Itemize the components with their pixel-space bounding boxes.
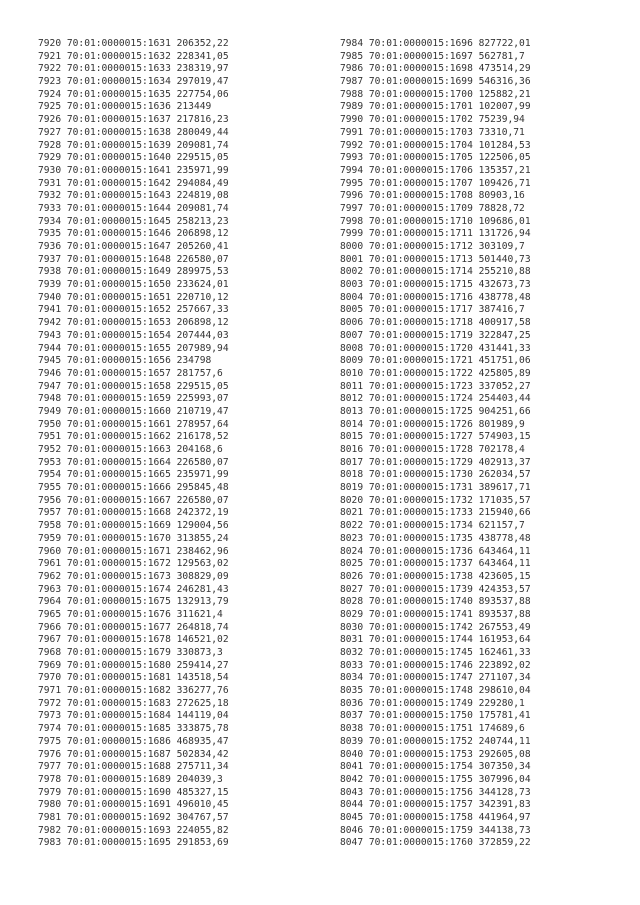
table-row: 8010 70:01:0000015:1722 425805,89: [340, 367, 531, 379]
table-row: 7967 70:01:0000015:1678 146521,02: [38, 634, 229, 646]
table-row: 7990 70:01:0000015:1702 75239,94: [340, 114, 525, 126]
table-row: 8037 70:01:0000015:1750 175781,41: [340, 710, 531, 722]
table-row: 8036 70:01:0000015:1749 229280,1: [340, 697, 525, 709]
table-row: 7946 70:01:0000015:1657 281757,6: [38, 367, 223, 379]
table-row: 7926 70:01:0000015:1637 217816,23: [38, 114, 229, 126]
table-row: 7995 70:01:0000015:1707 109426,71: [340, 177, 531, 189]
table-row: 8017 70:01:0000015:1729 402913,37: [340, 456, 531, 468]
table-row: 7950 70:01:0000015:1661 278957,64: [38, 418, 229, 430]
table-row: 8019 70:01:0000015:1731 389617,71: [340, 482, 531, 494]
table-row: 7951 70:01:0000015:1662 216178,52: [38, 431, 229, 443]
table-row: 7971 70:01:0000015:1682 336277,76: [38, 685, 229, 697]
table-row: 7989 70:01:0000015:1701 102007,99: [340, 101, 531, 113]
table-row: 7981 70:01:0000015:1692 304767,57: [38, 811, 229, 823]
table-row: 7969 70:01:0000015:1680 259414,27: [38, 659, 229, 671]
table-row: 8033 70:01:0000015:1746 223892,02: [340, 659, 531, 671]
table-row: 7985 70:01:0000015:1697 562781,7: [340, 50, 525, 62]
table-row: 7976 70:01:0000015:1687 502834,42: [38, 748, 229, 760]
table-row: 7986 70:01:0000015:1698 473514,29: [340, 63, 531, 75]
table-row: 7925 70:01:0000015:1636 213449: [38, 101, 212, 113]
left-column: [38, 38, 229, 850]
table-row: 8005 70:01:0000015:1717 387416,7: [340, 304, 525, 316]
table-row: 7920 70:01:0000015:1631 206352,22: [38, 38, 229, 49]
table-row: 7999 70:01:0000015:1711 131726,94: [340, 228, 531, 240]
table-row: 7996 70:01:0000015:1708 80903,16: [340, 190, 525, 202]
table-row: 7935 70:01:0000015:1646 206898,12: [38, 228, 229, 240]
table-row: 8027 70:01:0000015:1739 424353,57: [340, 583, 531, 595]
table-row: 7927 70:01:0000015:1638 280049,44: [38, 126, 229, 138]
table-row: 7923 70:01:0000015:1634 297019,47: [38, 76, 229, 88]
table-row: 8030 70:01:0000015:1742 267553,49: [340, 621, 531, 633]
table-row: 8035 70:01:0000015:1748 298610,04: [340, 685, 531, 697]
table-row: 7959 70:01:0000015:1670 313855,24: [38, 532, 229, 544]
table-row: 8047 70:01:0000015:1760 372859,22: [340, 837, 531, 849]
table-row: 7930 70:01:0000015:1641 235971,99: [38, 164, 229, 176]
table-row: 7944 70:01:0000015:1655 207989,94: [38, 342, 229, 354]
table-row: 7963 70:01:0000015:1674 246281,43: [38, 583, 229, 595]
table-row: 7958 70:01:0000015:1669 129004,56: [38, 520, 229, 532]
table-row: 7939 70:01:0000015:1650 233624,01: [38, 279, 229, 291]
table-row: 8011 70:01:0000015:1723 337052,27: [340, 380, 531, 392]
table-row: 7960 70:01:0000015:1671 238462,96: [38, 545, 229, 557]
table-row: 7931 70:01:0000015:1642 294084,49: [38, 177, 229, 189]
table-row: 7953 70:01:0000015:1664 226580,07: [38, 456, 229, 468]
table-row: 7965 70:01:0000015:1676 311621,4: [38, 608, 223, 620]
table-row: 7970 70:01:0000015:1681 143518,54: [38, 672, 229, 684]
table-row: 7943 70:01:0000015:1654 207444,03: [38, 329, 229, 341]
table-row: 7949 70:01:0000015:1660 210719,47: [38, 405, 229, 417]
table-row: 7929 70:01:0000015:1640 229515,05: [38, 152, 229, 164]
table-row: 7977 70:01:0000015:1688 275711,34: [38, 761, 229, 773]
table-row: 7921 70:01:0000015:1632 228341,05: [38, 50, 229, 62]
table-row: 8043 70:01:0000015:1756 344128,73: [340, 786, 531, 798]
table-row: 8021 70:01:0000015:1733 215940,66: [340, 507, 531, 519]
table-row: 8001 70:01:0000015:1713 501440,73: [340, 253, 531, 265]
table-row: 8007 70:01:0000015:1719 322847,25: [340, 329, 531, 341]
table-row: 7941 70:01:0000015:1652 257667,33: [38, 304, 229, 316]
table-row: 7933 70:01:0000015:1644 209081,74: [38, 202, 229, 214]
table-row: 7961 70:01:0000015:1672 129563,02: [38, 558, 229, 570]
table-row: 8026 70:01:0000015:1738 423605,15: [340, 570, 531, 582]
table-row: 7945 70:01:0000015:1656 234798: [38, 355, 212, 367]
table-row: 8016 70:01:0000015:1728 702178,4: [340, 444, 525, 455]
table-row: 7932 70:01:0000015:1643 224819,08: [38, 190, 229, 202]
table-row: 7997 70:01:0000015:1709 78828,72: [340, 202, 525, 214]
table-row: 7974 70:01:0000015:1685 333875,78: [38, 723, 229, 735]
table-row: 7991 70:01:0000015:1703 73310,71: [340, 126, 525, 138]
table-row: 8015 70:01:0000015:1727 574903,15: [340, 431, 531, 443]
table-row: 7934 70:01:0000015:1645 258213,23: [38, 215, 229, 227]
table-row: 7973 70:01:0000015:1684 144119,04: [38, 710, 229, 722]
table-row: 7937 70:01:0000015:1648 226580,07: [38, 253, 229, 265]
table-row: 8031 70:01:0000015:1744 161953,64: [340, 634, 531, 646]
table-row: 8045 70:01:0000015:1758 441964,97: [340, 811, 531, 823]
table-row: 7957 70:01:0000015:1668 242372,19: [38, 507, 229, 519]
table-row: 7952 70:01:0000015:1663 204168,6: [38, 444, 223, 455]
table-row: 8014 70:01:0000015:1726 801989,9: [340, 418, 525, 430]
table-row: 8023 70:01:0000015:1735 438778,48: [340, 532, 531, 544]
table-row: 8002 70:01:0000015:1714 255210,88: [340, 266, 531, 278]
table-row: 7966 70:01:0000015:1677 264818,74: [38, 621, 229, 633]
table-row: 7955 70:01:0000015:1666 295845,48: [38, 482, 229, 494]
table-row: 7962 70:01:0000015:1673 308829,09: [38, 570, 229, 582]
table-row: 7942 70:01:0000015:1653 206898,12: [38, 317, 229, 329]
table-row: 7947 70:01:0000015:1658 229515,05: [38, 380, 229, 392]
table-row: 7936 70:01:0000015:1647 205260,41: [38, 241, 229, 252]
table-row: 8009 70:01:0000015:1721 451751,06: [340, 355, 531, 367]
table-row: 8042 70:01:0000015:1755 307996,04: [340, 773, 531, 785]
table-row: 8000 70:01:0000015:1712 303109,7: [340, 241, 525, 252]
table-row: 8044 70:01:0000015:1757 342391,83: [340, 799, 531, 811]
table-row: 7984 70:01:0000015:1696 827722,01: [340, 38, 531, 49]
table-row: 8022 70:01:0000015:1734 621157,7: [340, 520, 525, 532]
table-row: 7940 70:01:0000015:1651 220710,12: [38, 291, 229, 303]
table-row: 8003 70:01:0000015:1715 432673,73: [340, 279, 531, 291]
table-row: 7983 70:01:0000015:1695 291853,69: [38, 837, 229, 849]
table-row: 7948 70:01:0000015:1659 225993,07: [38, 393, 229, 405]
table-row: 7980 70:01:0000015:1691 496010,45: [38, 799, 229, 811]
table-row: 7992 70:01:0000015:1704 101284,53: [340, 139, 531, 151]
table-row: 8041 70:01:0000015:1754 307350,34: [340, 761, 531, 773]
table-row: 7964 70:01:0000015:1675 132913,79: [38, 596, 229, 608]
table-row: 7972 70:01:0000015:1683 272625,18: [38, 697, 229, 709]
table-row: 7993 70:01:0000015:1705 122506,05: [340, 152, 531, 164]
table-row: 8034 70:01:0000015:1747 271107,34: [340, 672, 531, 684]
table-row: 8024 70:01:0000015:1736 643464,11: [340, 545, 531, 557]
table-row: 7938 70:01:0000015:1649 289975,53: [38, 266, 229, 278]
table-row: 8008 70:01:0000015:1720 431441,33: [340, 342, 531, 354]
table-row: 7922 70:01:0000015:1633 238319,97: [38, 63, 229, 75]
table-row: 8040 70:01:0000015:1753 292605,08: [340, 748, 531, 760]
table-row: 8046 70:01:0000015:1759 344138,73: [340, 824, 531, 836]
table-row: 8013 70:01:0000015:1725 904251,66: [340, 405, 531, 417]
table-row: 7956 70:01:0000015:1667 226580,07: [38, 494, 229, 506]
table-row: 7994 70:01:0000015:1706 135357,21: [340, 164, 531, 176]
table-row: 7924 70:01:0000015:1635 227754,06: [38, 88, 229, 100]
table-row: 8020 70:01:0000015:1732 171035,57: [340, 494, 531, 506]
table-row: 8004 70:01:0000015:1716 438778,48: [340, 291, 531, 303]
table-row: 7998 70:01:0000015:1710 109686,01: [340, 215, 531, 227]
table-row: 8025 70:01:0000015:1737 643464,11: [340, 558, 531, 570]
table-row: 7987 70:01:0000015:1699 546316,36: [340, 76, 531, 88]
table-row: 8029 70:01:0000015:1741 893537,88: [340, 608, 531, 620]
table-row: 8006 70:01:0000015:1718 400917,58: [340, 317, 531, 329]
table-row: 7978 70:01:0000015:1689 204039,3: [38, 773, 223, 785]
table-row: 8028 70:01:0000015:1740 893537,88: [340, 596, 531, 608]
table-row: 7979 70:01:0000015:1690 485327,15: [38, 786, 229, 798]
table-row: 8032 70:01:0000015:1745 162461,33: [340, 647, 531, 658]
table-row: 7988 70:01:0000015:1700 125882,21: [340, 88, 531, 100]
table-row: 8039 70:01:0000015:1752 240744,11: [340, 735, 531, 747]
table-row: 7975 70:01:0000015:1686 468935,47: [38, 735, 229, 747]
table-row: 8012 70:01:0000015:1724 254403,44: [340, 393, 531, 405]
table-row: 8018 70:01:0000015:1730 262034,57: [340, 469, 531, 481]
table-row: 7968 70:01:0000015:1679 330873,3: [38, 647, 223, 658]
table-row: 8038 70:01:0000015:1751 174689,6: [340, 723, 525, 735]
table-row: 7954 70:01:0000015:1665 235971,99: [38, 469, 229, 481]
right-column: [340, 38, 531, 850]
table-row: 7982 70:01:0000015:1693 224055,82: [38, 824, 229, 836]
table-row: 7928 70:01:0000015:1639 209081,74: [38, 139, 229, 151]
